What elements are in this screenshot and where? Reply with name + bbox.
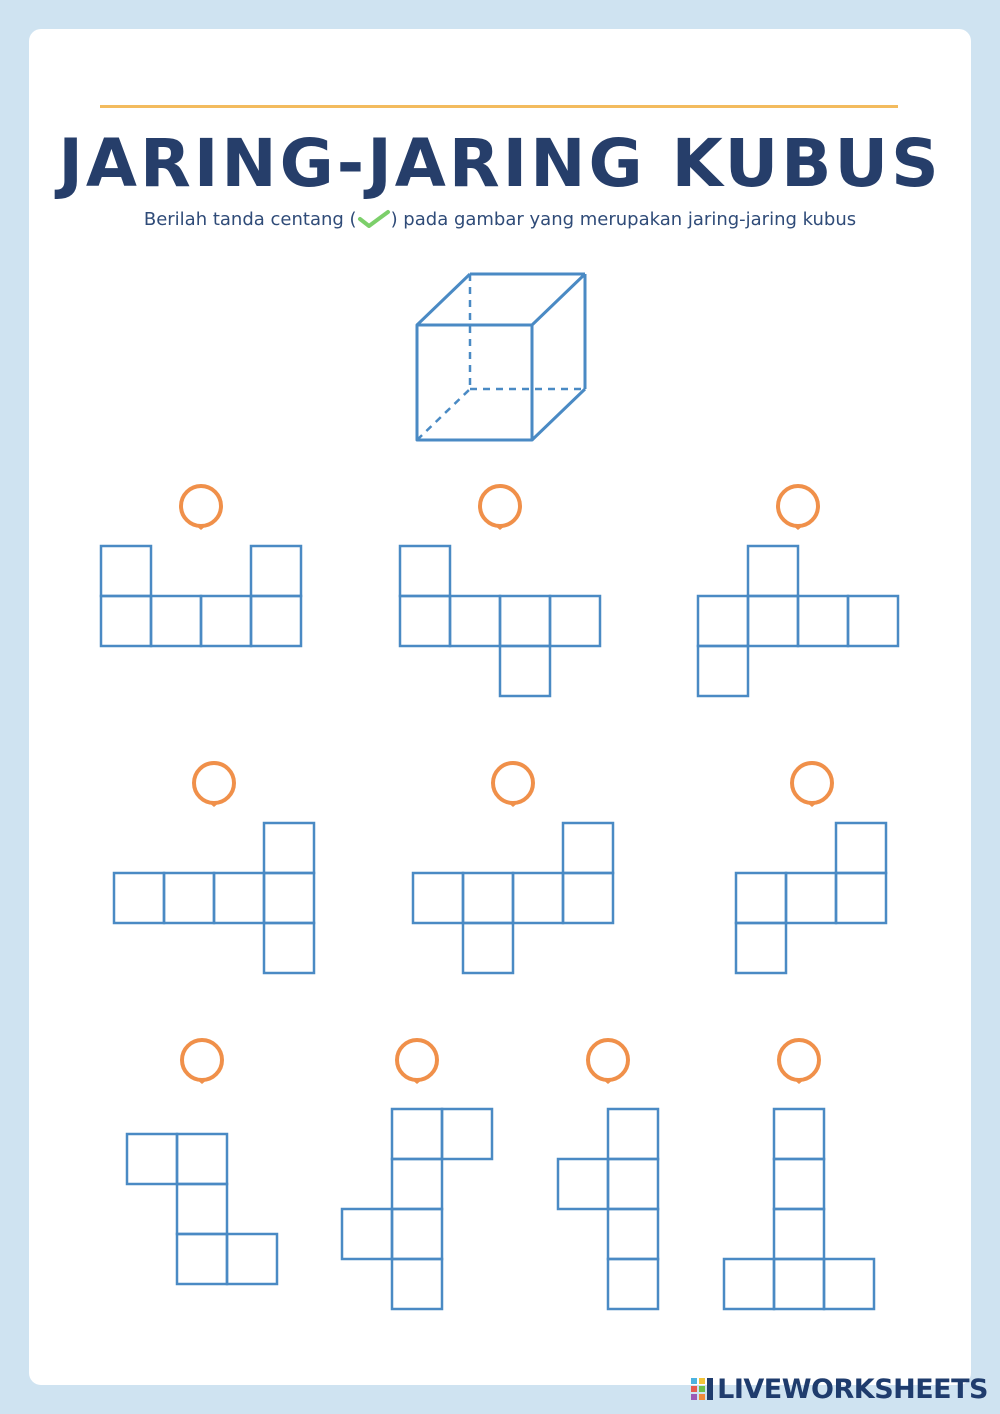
cube-illustration (417, 274, 585, 440)
page-title: JARING-JARING KUBUS (58, 125, 942, 202)
answer-marker-7[interactable] (182, 1040, 222, 1084)
cube-net-6 (736, 823, 886, 973)
cube-net-4 (114, 823, 314, 973)
answer-marker-6[interactable] (792, 763, 832, 807)
cube-net-2 (400, 546, 600, 696)
cube-net-5 (413, 823, 613, 973)
instruction-after: ) pada gambar yang merupakan jaring-jaring kubus (390, 209, 857, 230)
answer-marker-10[interactable] (779, 1040, 819, 1084)
cube-net-9 (558, 1109, 658, 1309)
answer-marker-1[interactable] (181, 486, 221, 530)
answer-marker-8[interactable] (397, 1040, 437, 1084)
answer-marker-3[interactable] (778, 486, 818, 530)
liveworksheets-brand[interactable] (691, 1371, 988, 1407)
cube-net-3 (698, 546, 898, 696)
cube-net-8 (342, 1109, 492, 1309)
liveworksheets-logo-icon (691, 1378, 713, 1400)
cube-net-1 (101, 546, 301, 646)
answer-marker-2[interactable] (480, 486, 520, 530)
cube-net-10 (724, 1109, 874, 1309)
answer-marker-9[interactable] (588, 1040, 628, 1084)
instruction-before: Berilah tanda centang ( (143, 209, 357, 230)
brand-name: LIVEWORKSHEETS (717, 1373, 988, 1405)
answer-marker-5[interactable] (493, 763, 533, 807)
cube-net-7 (127, 1134, 277, 1284)
answer-marker-4[interactable] (194, 763, 234, 807)
